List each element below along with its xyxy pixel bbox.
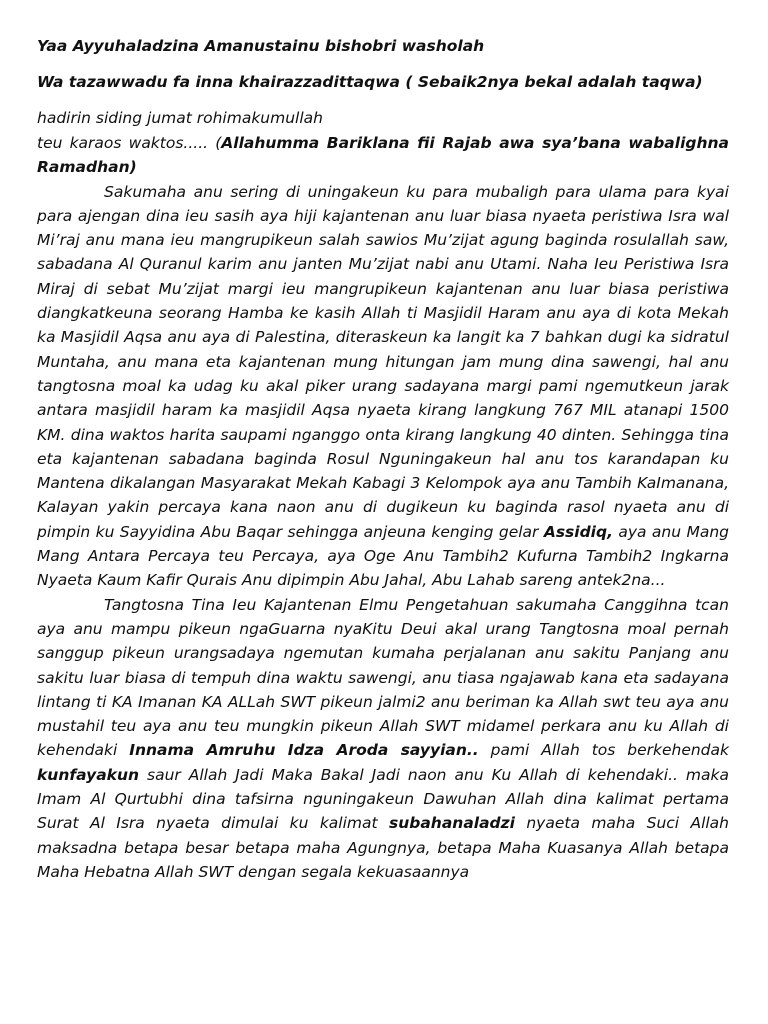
paragraph2-text-d: nyaeta maha Suci Allah maksadna betapa besar betapa maha Agungnya, betapa Maha Kuasanya Allah betapa Maha Hebatna Allah SWT dengan segala kekuasaannya [37,814,730,881]
paragraph-isra-miraj [37,180,729,593]
paragraph2-text-c: saur Allah Jadi Maka Bakal Jadi naon anu Ku Allah di kehendaki.. maka Imam Al Qurtubhi dina tafsirna nguningakeun Dawuhan Allah dina kalimat pertama Surat Al Isra nyaeta dimulai ku kalimat [37,765,729,833]
heading-line-2: Wa tazawwadu fa inna khairazzadittaqwa ( Sebaik2nya bekal adalah taqwa) [37,73,703,91]
paragraph1-text-b: aya anu Mang Mang Antara Percaya teu Percaya, aya Oge Anu Tambih2 Kufurna Tambih2 Ingkarna Nyaeta Kaum Kafir Qurais Anu dipimpin Abu Jahal, Abu Lahab sareng antek2na... [37,522,729,590]
heading-line-1: Yaa Ayyuhaladzina Amanustainu bishobri washolah [37,37,485,55]
paragraph2-bold-subahanaladzi: subahanaladzi [388,814,515,833]
paragraph2-text-b: pami Allah tos berkehendak [478,741,729,760]
paragraph1-text-a: Sakumaha anu sering di uningakeun ku para mubaligh para ulama para kyai para ajengan dina ieu sasih aya hiji kajantenan anu luar biasa nyaeta peristiwa Isra wal Mi’raj anu mana ieu mangrupikeun salah sawios Mu’zijat agung baginda rosulallah saw, sabadana Al Quranul karim anu janten Mu’zijat nabi anu Utami. Naha Ieu Peristiwa Isra Miraj di sebat Mu’zijat margi ieu mangrupikeun kajantenan anu luar biasa peristiwa diangkatkeuna seorang Hamba ke kasih Allah ti Masjidil Haram anu aya di kota Mekah ka Masjidil Aqsa anu aya di Palestina, diteraskeun ka langit ka 7 bahkan dugi ka sidratul Muntaha, anu mana eta kajantenan mung hitungan jam mung dina sawengi, hal anu tangtosna moal ka udag ku akal piker urang sadayana margi pami ngemutkeun jarak antara masjidil haram ka masjidil Aqsa nyaeta kirang langkung 767 MIL atanapi 1500 KM. dina waktos harita saupami nganggo onta kirang langkung 40 dinten. Sehingga tina eta kajantenan sabadana baginda Rosul Nguningakeun hal anu tos karandapan ku Mantena dikalangan Masyarakat Mekah Kabagi 3 Kelompok aya anu Tambih KaImanana, Kalayan yakin percaya kana naon anu di dugikeun ku baginda rasol nyaeta anu di pimpin ku Sayyidina Abu Baqar sehingga anjeuna kenging gelar [37,182,729,541]
prayer-bold: Allahumma Bariklana fii Rajab awa sya’bana wabalighna Ramadhan) [37,134,730,177]
document-page [37,34,729,884]
paragraph2-bold-innama: Innama Amruhu Idza Aroda sayyian.. [129,741,479,760]
paragraph-kajantenan [37,593,729,885]
greeting-line: hadirin siding jumat rohimakumullah [37,109,323,127]
prayer-line [37,131,729,180]
paragraph2-bold-kunfayakun: kunfayakun [37,765,140,784]
paragraph1-bold-assidiq: Assidiq, [543,522,613,541]
prayer-prefix: teu karaos waktos..... ( [37,134,222,152]
paragraph2-text-a: Tangtosna Tina Ieu Kajantenan Elmu Pengetahuan sakumaha Canggihna tcan aya anu mampu pikeun ngaGuarna nyaKitu Deui akal urang Tangtosna moal pernah sanggup pikeun urangsadaya ngemutan kumaha perjalanan anu sakitu Panjang anu sakitu luar biasa di tempuh dina waktu sawengi, anu tiasa ngajawab kana eta sadayana lintang ti KA Imanan KA ALLah SWT pikeun jalmi2 anu beriman ka Allah swt teu aya anu mustahil teu aya anu teu mungkin pikeun Allah SWT midamel perkara anu ku Allah di kehendaki [37,595,729,760]
